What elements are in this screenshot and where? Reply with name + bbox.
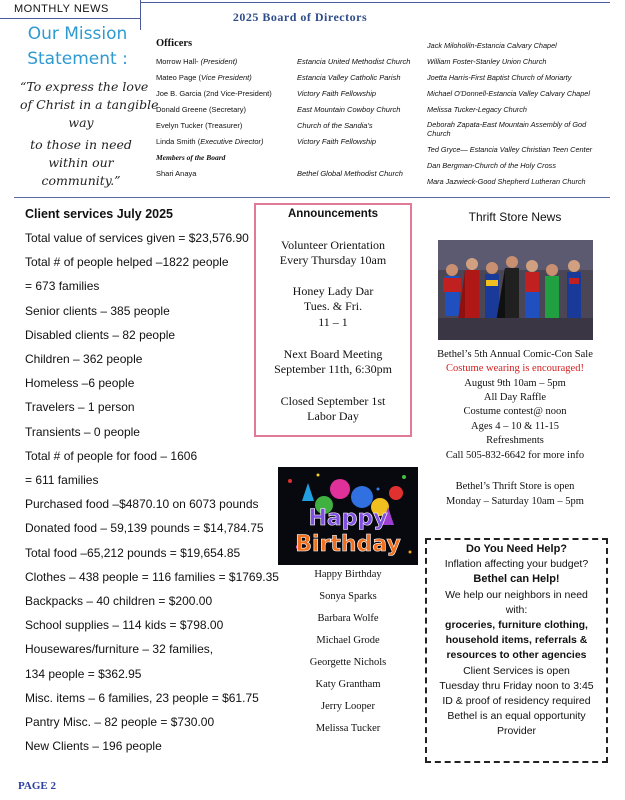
client-services-line: Transients – 0 people xyxy=(25,424,140,439)
section-divider xyxy=(14,197,610,198)
help-line: Client Services is open xyxy=(463,665,570,677)
birthday-image-text-happy: Happy xyxy=(308,506,388,531)
thrift-line: Bethel’s 5th Annual Comic-Con Sale xyxy=(437,349,593,360)
announcement-line: Closed September 1st xyxy=(280,394,386,408)
birthday-image xyxy=(278,467,418,565)
client-services-line: Disabled clients – 82 people xyxy=(25,327,176,342)
member-church: Bethel Global Methodist Church xyxy=(297,169,403,178)
officer-church: Estancia United Methodist Church xyxy=(297,57,411,66)
thrift-line-highlight: Costume wearing is encouraged! xyxy=(446,363,584,374)
client-services-line: Donated food – 59,139 pounds = $14,784.75 xyxy=(25,521,264,536)
header-rule-left xyxy=(0,18,140,19)
announcement-line: Every Thursday 10am xyxy=(279,253,387,267)
client-services-line: 134 people = $362.95 xyxy=(25,666,142,681)
mission-line: way xyxy=(68,115,94,130)
mission-statement xyxy=(20,78,159,190)
officer-church: Church of the Sandia's xyxy=(297,121,373,130)
birthday-balloons-graphic xyxy=(278,467,418,565)
client-services-line: Purchased food –$4870.10 on 6073 pounds xyxy=(25,497,259,512)
client-services-line: Total value of services given = $23,576.90 xyxy=(25,231,249,245)
client-services-line: Homeless –6 people xyxy=(25,376,135,391)
costumed-heroes-illustration xyxy=(438,240,593,340)
mission-line: “To express the love xyxy=(20,79,149,94)
mission-title xyxy=(20,22,135,72)
client-services-heading: Client services July 2025 xyxy=(25,207,174,221)
client-services-line: Total # of people helped –1822 people xyxy=(25,255,229,270)
help-line: We help our neighbors in need xyxy=(445,589,588,601)
comic-con-photo xyxy=(438,240,593,340)
thrift-store-title: Thrift Store News xyxy=(468,210,562,224)
client-services-line: = 611 families xyxy=(25,473,99,487)
officers-heading: Officers xyxy=(156,38,193,49)
client-services-line: = 673 families xyxy=(25,279,100,294)
help-line: Bethel is an equal opportunity xyxy=(447,710,586,722)
thrift-line: Bethel’s Thrift Store is open xyxy=(455,481,575,492)
officer-name: Linda Smith (Executive Director) xyxy=(156,137,264,146)
help-line: with: xyxy=(505,604,528,616)
thrift-line: Monday – Saturday 10am – 5pm xyxy=(446,496,584,507)
client-services-line: Pantry Misc. – 82 people = $730.00 xyxy=(25,715,215,729)
mission-line: within our xyxy=(48,155,114,170)
help-heading: Do You Need Help? xyxy=(465,543,568,555)
help-line: groceries, furniture clothing, xyxy=(445,619,588,631)
officer-name: Joe B. Garcia (2nd Vice-President) xyxy=(156,89,272,98)
announcement-line: September 11th, 6:30pm xyxy=(274,362,392,376)
thrift-line: August 9th 10am – 5pm xyxy=(464,378,566,389)
help-line: Provider xyxy=(496,725,537,737)
board-member: Michael O'Donnell-Estancia Valley Calvary Chapel xyxy=(427,89,590,98)
announcement-line: Labor Day xyxy=(307,409,359,423)
birthday-name: Jerry Looper xyxy=(321,701,375,712)
client-services-line: Total food –65,212 pounds = $19,654.85 xyxy=(25,545,241,560)
client-services-line: New Clients – 196 people xyxy=(25,739,162,754)
mission-line: community.” xyxy=(41,173,121,188)
thrift-line: Refreshments xyxy=(486,435,544,446)
officer-church: Victory Faith Fellowship xyxy=(297,137,377,146)
member-name: Shari Anaya xyxy=(156,169,197,178)
officer-name: Evelyn Tucker (Treasurer) xyxy=(156,121,243,130)
announcement-line: 11 – 1 xyxy=(318,315,348,329)
birthday-name: Melissa Tucker xyxy=(315,723,381,734)
thrift-line: All Day Raffle xyxy=(483,392,547,403)
officer-church: Estancia Valley Catholic Parish xyxy=(297,73,401,82)
mission-title-line-2: Statement : xyxy=(27,49,128,69)
birthday-name: Katy Grantham xyxy=(315,679,381,690)
client-services-line: Children – 362 people xyxy=(25,352,143,366)
members-heading: Members of the Board xyxy=(156,153,226,162)
client-services-line: Travelers – 1 person xyxy=(25,400,135,415)
client-services-line: Total # of people for food – 1606 xyxy=(25,448,198,463)
announcements-title: Announcements xyxy=(287,208,379,220)
board-title: 2025 Board of Directors xyxy=(232,10,368,24)
announcement-line: Honey Lady Dar xyxy=(292,284,374,298)
client-services-line: Misc. items – 6 families, 23 people = $61.75 xyxy=(25,690,259,705)
officer-name: Morrow Hall- (President) xyxy=(156,57,238,66)
officer-church: Victory Faith Fellowship xyxy=(297,89,377,98)
header-divider xyxy=(140,0,141,30)
client-services-line: Clothes – 438 people = 116 families = $1769.35 xyxy=(25,569,279,584)
mission-line: of Christ in a tangible xyxy=(20,97,159,112)
help-line: resources to other agencies xyxy=(446,649,587,661)
birthday-heading: Happy Birthday xyxy=(314,569,382,580)
announcement-line: Next Board Meeting xyxy=(283,347,383,361)
client-services-line: Backpacks – 40 children = $200.00 xyxy=(25,594,213,608)
birthday-image-text-birthday: Birthday xyxy=(295,532,401,557)
mission-title-line-1: Our Mission xyxy=(27,24,128,44)
client-services-line: Housewares/furniture – 32 families, xyxy=(25,642,214,657)
board-member: William Foster-Stanley Union Church xyxy=(427,57,547,66)
board-member: Joetta Harris-First Baptist Church of Moriarty xyxy=(427,73,572,82)
monthly-news-label: MONTHLY NEWS xyxy=(14,3,109,15)
board-member: Dan Bergman-Church of the Holy Cross xyxy=(427,161,556,170)
announcement-line: Tues. & Fri. xyxy=(303,299,363,313)
birthday-name: Michael Grode xyxy=(316,635,380,646)
birthday-name: Sonya Sparks xyxy=(319,591,377,602)
board-member: Jack Miloholiln-Estancia Calvary Chapel xyxy=(427,41,557,50)
thrift-line: Ages 4 – 10 & 11-15 xyxy=(471,421,559,432)
client-services-line: School supplies – 114 kids = $798.00 xyxy=(25,618,224,633)
help-line: household items, referrals & xyxy=(445,634,588,646)
mission-line: to those in need xyxy=(30,137,132,152)
help-subheading: Bethel can Help! xyxy=(473,573,560,585)
officer-name: Mateo Page (Vice President) xyxy=(156,73,252,82)
board-member: Deborah Zapata-East Mountain Assembly of God Church xyxy=(427,120,587,138)
thrift-line: Call 505-832-6642 for more info xyxy=(445,450,585,461)
client-services-line: Senior clients – 385 people xyxy=(25,303,170,318)
board-member: Melissa Tucker-Legacy Church xyxy=(427,105,527,114)
board-member: Ted Gryce— Estancia Valley Christian Teen Center xyxy=(427,145,593,154)
header-rule-top xyxy=(140,2,610,3)
page-number: PAGE 2 xyxy=(18,780,56,792)
help-line: Tuesday thru Friday noon to 3:45 xyxy=(439,680,594,692)
announcement-line: Volunteer Orientation xyxy=(280,238,386,252)
birthday-name: Georgette Nichols xyxy=(309,657,387,668)
help-line: ID & proof of residency required xyxy=(442,695,591,707)
thrift-line: Costume contest@ noon xyxy=(463,406,567,417)
help-line: Inflation affecting your budget? xyxy=(444,558,589,570)
officer-church: East Mountain Cowboy Church xyxy=(297,105,401,114)
board-member: Mara Jazwieck-Good Shepherd Lutheran Church xyxy=(427,177,586,186)
birthday-name: Barbara Wolfe xyxy=(317,613,379,624)
officer-name: Donald Greene (Secretary) xyxy=(156,105,247,114)
